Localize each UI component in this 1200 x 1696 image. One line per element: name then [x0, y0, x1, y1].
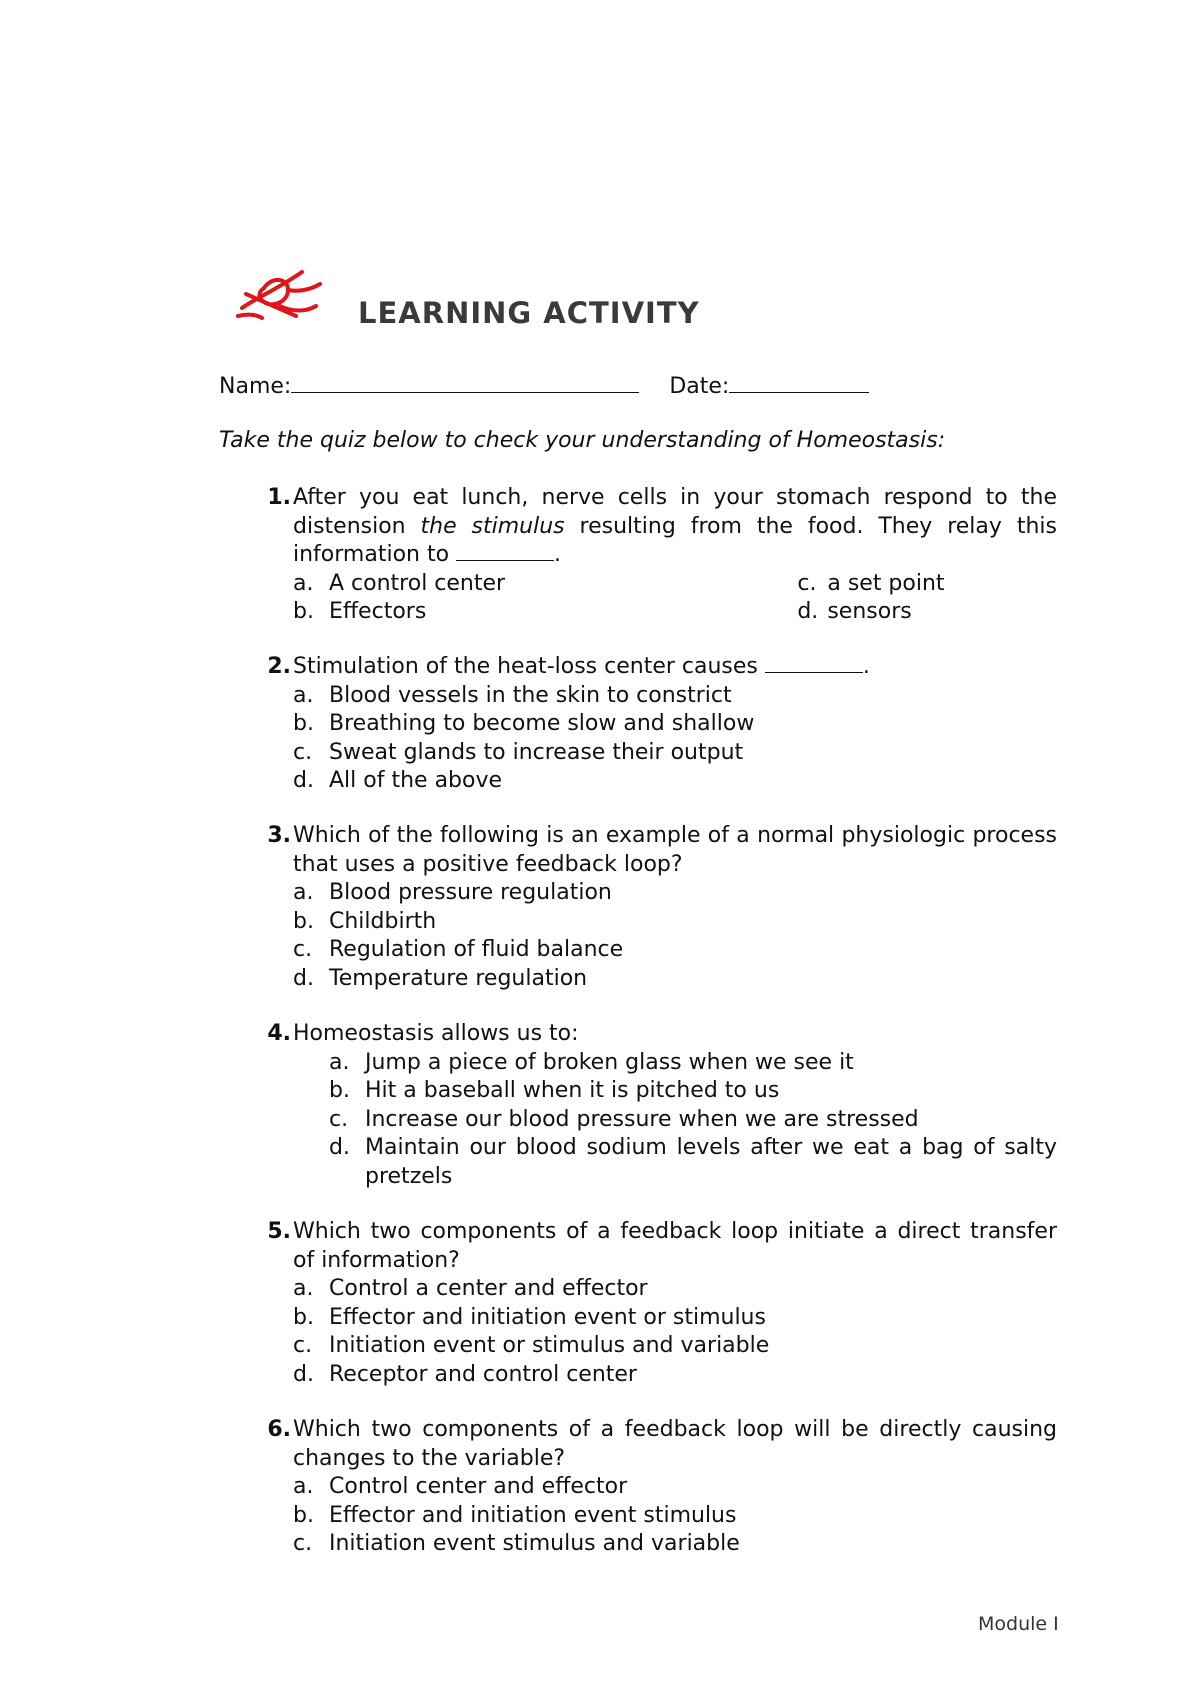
option-d[interactable]: d. Temperature regulation: [293, 965, 588, 991]
option-b[interactable]: b. Effectors: [293, 599, 427, 624]
writing-hand-icon: [236, 268, 326, 328]
option-a[interactable]: a. Blood pressure regulation: [293, 880, 612, 905]
option-b[interactable]: b. Effector and initiation event or stimulus: [293, 1304, 766, 1330]
option-c[interactable]: c. a set point: [797, 570, 945, 596]
option-b[interactable]: b. Breathing to become slow and shallow: [293, 711, 755, 736]
question-number: 6.: [267, 1417, 291, 1442]
option-a[interactable]: a. Blood vessels in the skin to constrict: [293, 682, 732, 708]
option-a[interactable]: a. A control center: [293, 570, 506, 596]
question-stem: Stimulation of the heat-loss center causes .: [293, 654, 870, 679]
option-d[interactable]: d. Receptor and control center: [293, 1361, 637, 1387]
options: [293, 570, 1057, 627]
option-d[interactable]: d. All of the above: [293, 768, 503, 793]
options: [329, 1049, 1057, 1192]
name-date-row: [219, 372, 869, 399]
name-label: Name:: [219, 374, 292, 399]
answer-blank: [456, 542, 554, 561]
question-5: [219, 1218, 1057, 1389]
question-1: [219, 484, 1057, 627]
question-stem: Which two components of a feedback loop initiate a direct transfer of information?: [293, 1219, 1057, 1273]
options: [293, 879, 1057, 993]
question-6: [219, 1416, 1057, 1559]
date-label: Date:: [669, 374, 730, 399]
question-stem: Homeostasis allows us to:: [293, 1021, 579, 1046]
question-number: 5.: [267, 1219, 291, 1244]
options: [293, 1473, 1057, 1559]
quiz-instructions: Take the quiz below to check your understanding of Homeostasis:: [219, 428, 946, 453]
name-field[interactable]: [291, 372, 639, 393]
page-title: LEARNING ACTIVITY: [358, 296, 700, 330]
question-stem: Which two components of a feedback loop will be directly causing changes to the variable?: [293, 1417, 1057, 1471]
options: [293, 682, 1057, 796]
option-c[interactable]: c. Initiation event stimulus and variable: [293, 1531, 740, 1556]
option-c[interactable]: c. Increase our blood pressure when we are stressed: [329, 1106, 919, 1132]
option-b[interactable]: b. Childbirth: [293, 908, 437, 934]
option-a[interactable]: a. Jump a piece of broken glass when we see it: [329, 1049, 854, 1075]
emphasis-text: the stimulus: [420, 513, 565, 539]
question-3: [219, 822, 1057, 993]
question-number: 4.: [267, 1021, 291, 1046]
question-2: [219, 653, 1057, 796]
question-stem: After you eat lunch, nerve cells in your stomach respond to the distension the stimulus resulting from the food. They relay this information to .: [293, 485, 1057, 567]
option-b[interactable]: b. Effector and initiation event stimulus: [293, 1502, 737, 1528]
option-a[interactable]: a. Control center and effector: [293, 1474, 628, 1499]
options: [293, 1275, 1057, 1389]
option-d[interactable]: d. Maintain our blood sodium levels after we eat a bag of salty pretzels: [329, 1135, 1057, 1189]
option-a[interactable]: a. Control a center and effector: [293, 1276, 648, 1301]
question-number: 1.: [267, 485, 291, 510]
question-stem: Which of the following is an example of a normal physiologic process that uses a positive feedback loop?: [293, 823, 1057, 877]
option-d[interactable]: d. sensors: [797, 599, 912, 624]
option-c[interactable]: c. Regulation of fluid balance: [293, 937, 624, 962]
option-c[interactable]: c. Initiation event or stimulus and variable: [293, 1333, 770, 1358]
page-footer: Module I: [978, 1613, 1059, 1635]
option-b[interactable]: b. Hit a baseball when it is pitched to us: [329, 1078, 780, 1103]
question-number: 3.: [267, 823, 291, 848]
question-4: [219, 1020, 1057, 1191]
question-number: 2.: [267, 654, 291, 679]
answer-blank: [765, 654, 863, 673]
option-c[interactable]: c. Sweat glands to increase their output: [293, 739, 744, 765]
date-field[interactable]: [729, 372, 869, 393]
